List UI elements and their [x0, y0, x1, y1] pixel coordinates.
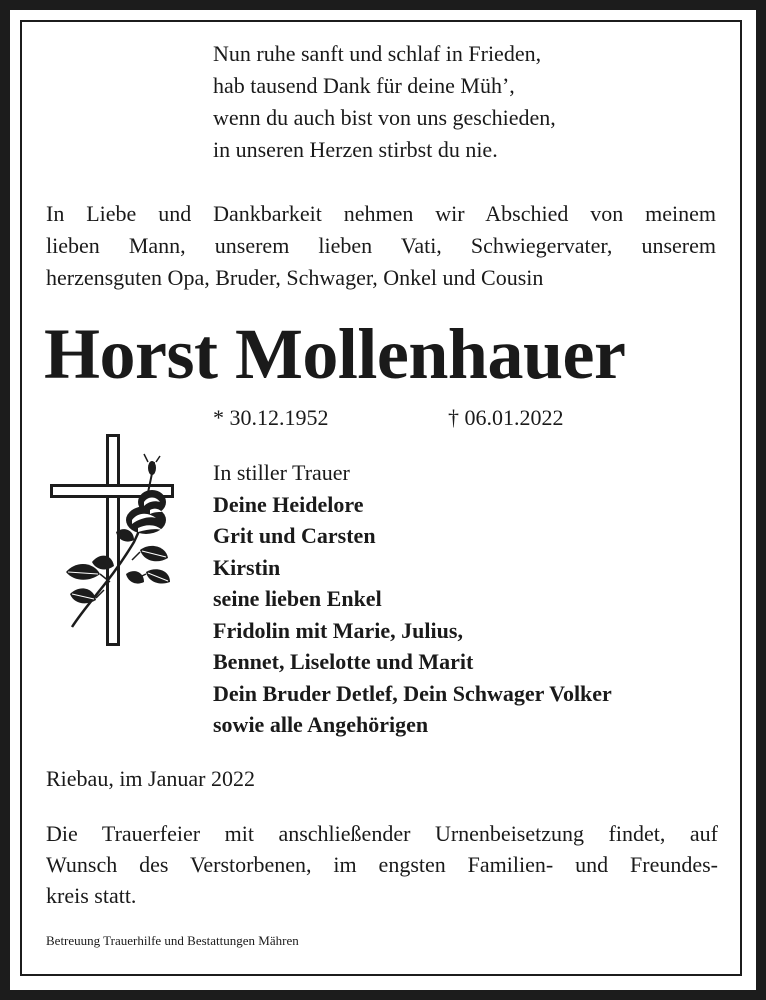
- birth-date: * 30.12.1952: [213, 405, 329, 430]
- mourner-line: Grit und Carsten: [213, 523, 376, 548]
- mourners-lead: In stiller Trauer: [213, 460, 350, 485]
- mourner-line: sowie alle Angehörigen: [213, 712, 429, 737]
- death-date: † 06.01.2022: [448, 405, 564, 430]
- poem-line: in unseren Herzen stirbst du nie.: [213, 137, 498, 162]
- funeral-notice: [46, 818, 718, 911]
- mourner-line: Kirstin: [213, 554, 281, 580]
- mourner-line: seine lieben Enkel: [213, 586, 382, 611]
- mourner-line: Bennet, Liselotte und Marit: [213, 649, 474, 674]
- mourner-line: Dein Bruder Detlef, Dein Schwager Volker: [213, 680, 612, 706]
- intro-text: [46, 198, 716, 294]
- poem-line: wenn du auch bist von uns geschieden,: [213, 105, 556, 130]
- poem-line: Nun ruhe sanft und schlaf in Frieden,: [213, 41, 542, 66]
- place-date: Riebau, im Januar 2022: [46, 766, 255, 791]
- mourner-line: Fridolin mit Marie, Julius,: [213, 617, 463, 643]
- poem: [213, 38, 556, 166]
- undertaker-credit: Betreuung Trauerhilfe und Bestattungen Mähren: [46, 933, 299, 948]
- notice-line: Wunsch des Verstorbenen, im engsten Familien- und Freundes-: [46, 852, 718, 877]
- mourners-list: [213, 457, 612, 741]
- cross-with-rose-icon: [48, 432, 180, 652]
- intro-line: lieben Mann, unserem lieben Vati, Schwiegervater, unserem: [46, 233, 716, 258]
- poem-line: hab tausend Dank für deine Müh’,: [213, 73, 515, 98]
- intro-line: In Liebe und Dankbarkeit nehmen wir Abschied von meinem: [46, 201, 716, 226]
- notice-line: Die Trauerfeier mit anschließender Urnenbeisetzung findet, auf: [46, 821, 718, 846]
- intro-line: herzensguten Opa, Bruder, Schwager, Onkel und Cousin: [46, 265, 544, 290]
- mourner-line: Deine Heidelore: [213, 491, 364, 517]
- notice-line: kreis statt.: [46, 883, 137, 908]
- deceased-name: Horst Mollenhauer: [44, 314, 626, 394]
